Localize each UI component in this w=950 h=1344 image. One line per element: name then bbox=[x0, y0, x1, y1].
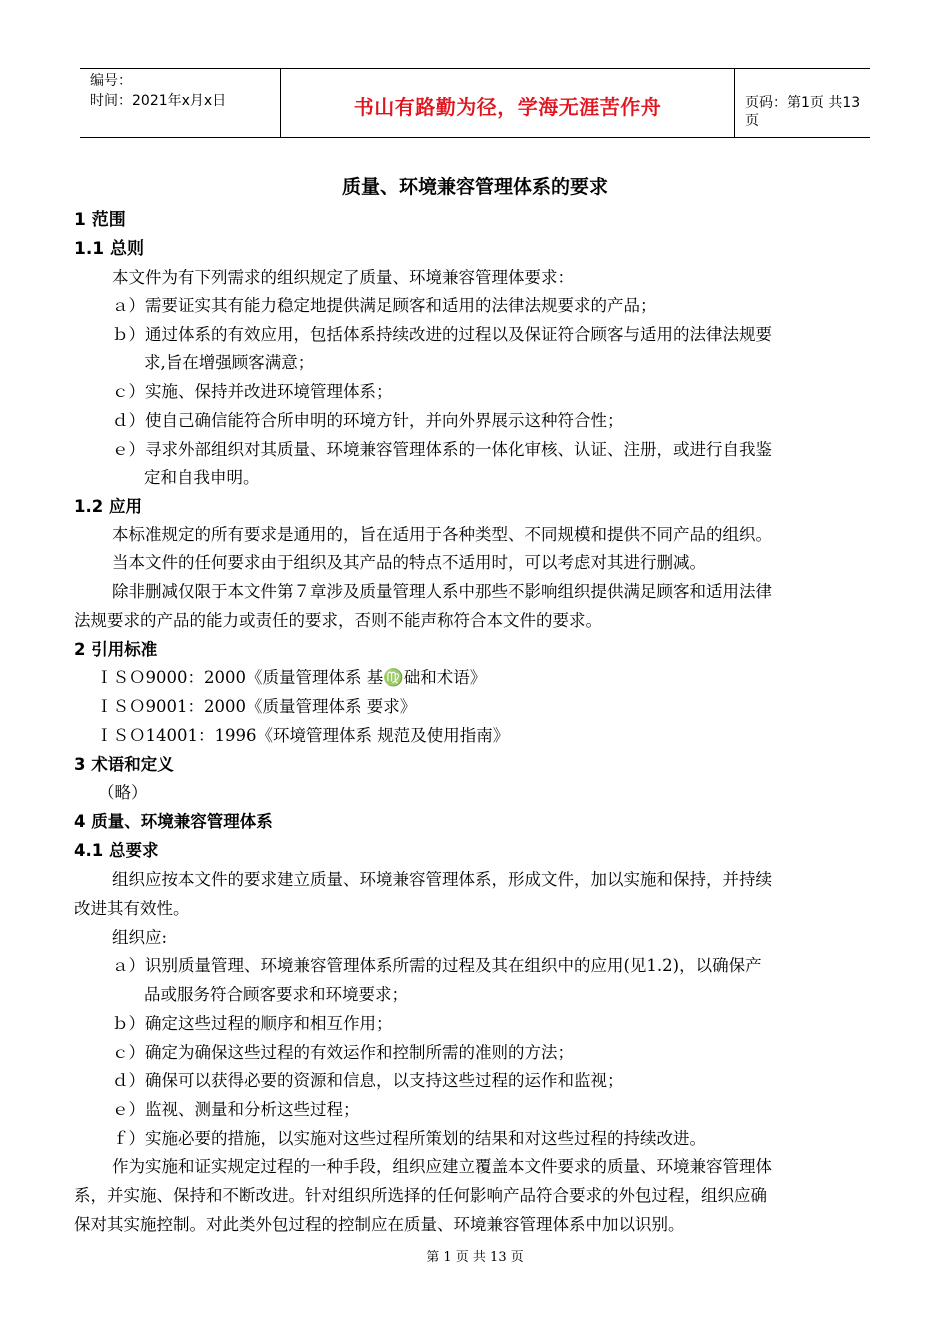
page-header bbox=[80, 68, 870, 138]
paragraph-continued: 系，并实施、保持和不断改进。针对组织所选择的任何影响产品符合要求的外包过程，组织应确 bbox=[74, 1186, 767, 1205]
paragraph: 本标准规定的所有要求是通用的，旨在适用于各种类型、不同规模和提供不同产品的组织。 bbox=[112, 525, 772, 544]
reference-item: ＩＳＯ9000：2000《质量管理体系 基♍础和术语》 bbox=[96, 668, 487, 687]
list-item-continued: 求,旨在增强顾客满意； bbox=[144, 353, 315, 372]
list-item: ｄ）使自己确信能符合所申明的环境方针，并向外界展示这种符合性； bbox=[112, 411, 624, 430]
paragraph: 本文件为有下列需求的组织规定了质量、环境兼容管理体要求： bbox=[112, 268, 574, 287]
list-item: ｃ）确定为确保这些过程的有效运作和控制所需的准则的方法； bbox=[112, 1043, 574, 1062]
paragraph: 组织应: bbox=[112, 928, 168, 947]
heading-3-terms: 3 术语和定义 bbox=[74, 755, 174, 774]
document-title: 质量、环境兼容管理体系的要求 bbox=[341, 176, 608, 198]
reference-item: ＩＳＯ9001：2000《质量管理体系 要求》 bbox=[96, 697, 417, 716]
paragraph: （略） bbox=[98, 783, 148, 802]
reference-item: ＩＳＯ14001：1996《环境管理体系 规范及使用指南》 bbox=[96, 726, 510, 745]
document-number-label: 编号： bbox=[90, 73, 132, 89]
list-item-continued: 品或服务符合顾客要求和环境要求； bbox=[144, 985, 408, 1004]
paragraph: 组织应按本文件的要求建立质量、环境兼容管理体系，形成文件，加以实施和保持，并持续 bbox=[112, 870, 772, 889]
header-page-info: 页码：第1页 共13页 bbox=[745, 95, 861, 129]
heading-4-1-general-requirements: 4.1 总要求 bbox=[74, 841, 159, 860]
list-item: ａ）识别质量管理、环境兼容管理体系所需的过程及其在组织中的应用(见1.2)，以确保产 bbox=[112, 956, 762, 975]
heading-1-2-application: 1.2 应用 bbox=[74, 497, 142, 516]
paragraph: 当本文件的任何要求由于组织及其产品的特点不适用时，可以考虑对其进行删减。 bbox=[112, 553, 706, 572]
heading-1-1-general: 1.1 总则 bbox=[74, 239, 145, 259]
header-right-cell bbox=[735, 69, 870, 137]
heading-1-scope: 1 范围 bbox=[74, 210, 126, 230]
list-item: ｂ）通过体系的有效应用，包括体系持续改进的过程以及保证符合顾客与适用的法律法规要 bbox=[112, 325, 772, 344]
paragraph-continued: 改进其有效性。 bbox=[74, 899, 190, 918]
heading-4-system: 4 质量、环境兼容管理体系 bbox=[74, 812, 273, 831]
page-footer: 第 1 页 共 13 页 bbox=[426, 1250, 524, 1265]
header-left-cell bbox=[80, 69, 280, 137]
list-item: ａ）需要证实其有能力稳定地提供满足顾客和适用的法律法规要求的产品； bbox=[112, 296, 657, 315]
paragraph: 除非删减仅限于本文件第７章涉及质量管理人系中那些不影响组织提供满足顾客和适用法律 bbox=[112, 582, 772, 601]
paragraph: 作为实施和证实规定过程的一种手段，组织应建立覆盖本文件要求的质量、环境兼容管理体 bbox=[112, 1157, 772, 1176]
paragraph-continued: 保对其实施控制。对此类外包过程的控制应在质量、环境兼容管理体系中加以识别。 bbox=[74, 1215, 685, 1234]
paragraph-continued: 法规要求的产品的能力或责任的要求，否则不能声称符合本文件的要求。 bbox=[74, 611, 602, 630]
list-item: ｂ）确定这些过程的顺序和相互作用； bbox=[112, 1014, 393, 1033]
list-item: ｄ）确保可以获得必要的资源和信息，以支持这些过程的运作和监视； bbox=[112, 1071, 624, 1090]
list-item: ｅ）监视、测量和分析这些过程； bbox=[112, 1100, 360, 1119]
list-item: ｆ）实施必要的措施，以实施对这些过程所策划的结果和对这些过程的持续改进。 bbox=[112, 1129, 706, 1148]
heading-2-references: 2 引用标准 bbox=[74, 640, 158, 659]
header-motto: 书山有路勤为径，学海无涯苦作舟 bbox=[353, 95, 662, 119]
list-item: ｅ）寻求外部组织对其质量、环境兼容管理体系的一体化审核、认证、注册，或进行自我鉴 bbox=[112, 440, 772, 459]
header-center-cell bbox=[280, 69, 735, 137]
list-item: ｃ）实施、保持并改进环境管理体系； bbox=[112, 382, 393, 401]
list-item-continued: 定和自我申明。 bbox=[144, 468, 260, 487]
document-date: 时间：2021年x月x日 bbox=[90, 93, 227, 109]
